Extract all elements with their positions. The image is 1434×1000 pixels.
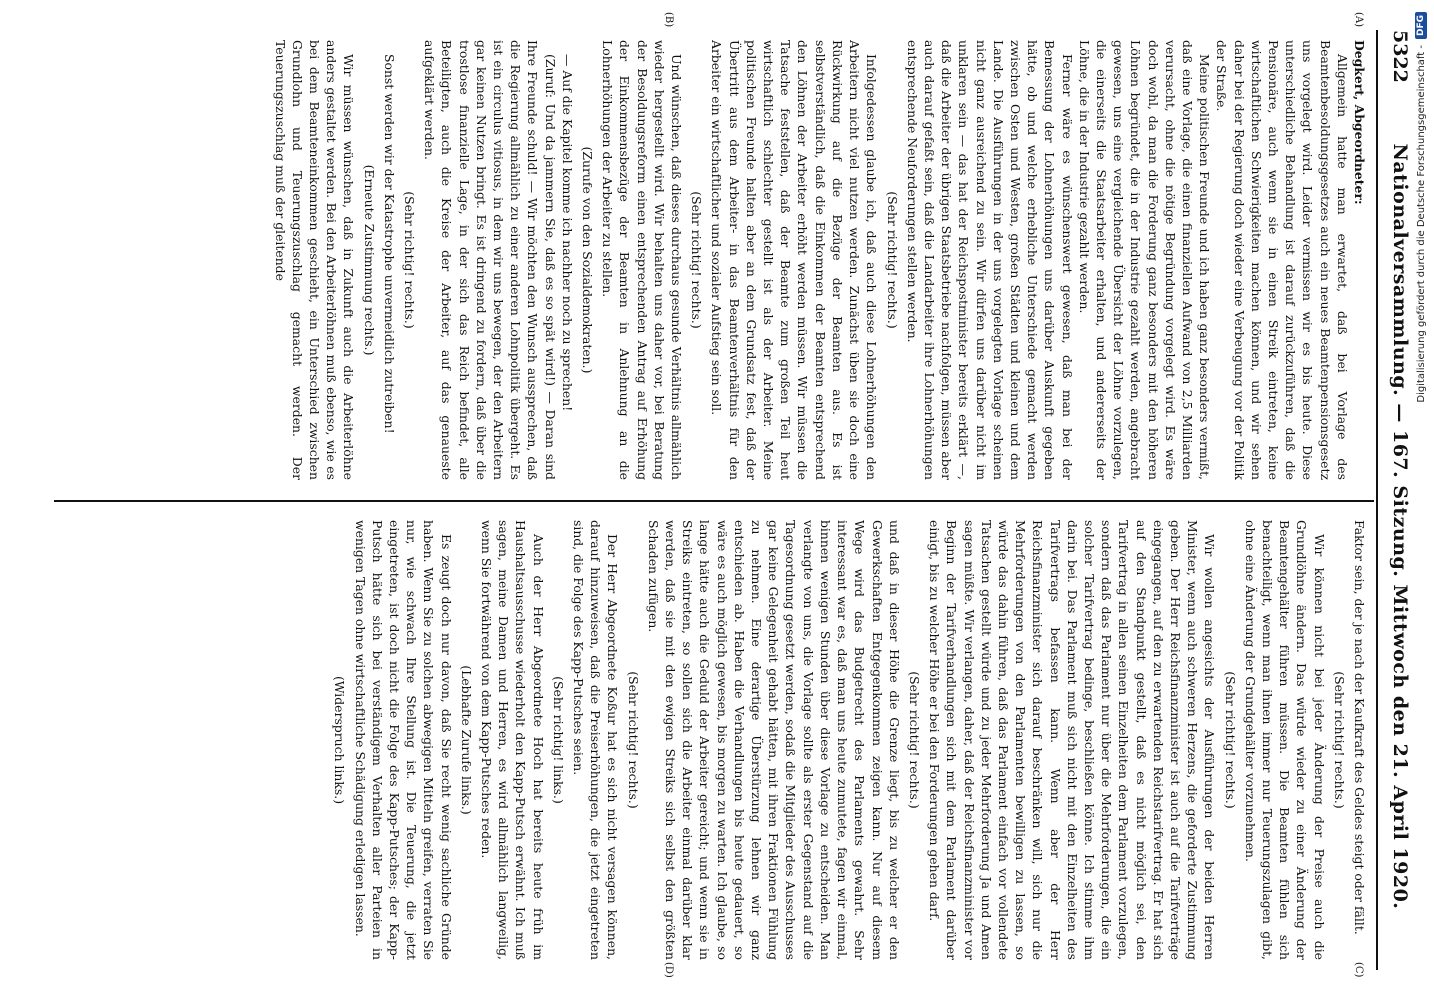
right-column <box>58 520 1368 960</box>
paragraph: Es zeugt doch nur davon, daß Sie recht wenig sachliche Gründe haben. Wenn Sie zu solchen abwegigen Mitteln greifen, verraten Sie nur, wie schwach Ihre Stellung ist. Die Teuerung, die jetzt eingetreten, ist doch nicht die Folge des Kapp-Putsches; der Kapp-Putsch hätte sich bei verständigem Verhalten aller Parteien in wenigen Tagen ohne wirtschaftliche Schädigung erledigen lassen. <box>352 520 454 960</box>
interjection: (Sehr richtig! rechts.) <box>906 671 922 809</box>
speaker-name <box>1351 40 1368 480</box>
interjection: (Sehr richtig! rechts.) <box>689 191 705 329</box>
left-column <box>58 40 1368 480</box>
paragraph: Und wünschen, daß dieses durchaus gesunde Verhältnis allmählich wieder hergestellt wird. Wir behalten uns daher vor, bei Beratung der Besoldungsreform einen entsprechenden Antrag auf Erhöhung der Einkommensbezüge der Beamten in Anlehnung an die Lohnerhöhungen der Arbeiter zu stellen. <box>600 40 685 480</box>
paragraph: — Auf die Kapitel komme ich nachher noch zu sprechen! <box>559 54 575 412</box>
paragraph: Wir müssen wünschen, daß in Zukunft auch die Arbeiterlöhne anders gestaltet werden. Bei den Arbeiterlöhnen muß ebenso, wie es bei dem Beamteneinkommen geschieht, ein Unterschied zwischen Grundlohn und Teuerungszuschlag gemacht werden. Der Teuerungszuschlag muß der gleitende <box>272 40 357 480</box>
paragraph: Wir können nicht bei jeder Änderung der Preise auch die Grundlöhne ändern. Das würde wieder zu einer Änderung der Beamtengehälter führen müssen. Die Beamten fühlen sich benachteiligt, wenn man ihnen immer nur Teuerungszulagen gibt, ohne eine Änderung der Grundgehälter vorzunehmen. <box>1242 520 1327 960</box>
interjection: (Zurufe von den Sozialdemokraten.) <box>580 146 596 374</box>
paragraph: Infolgedessen glaube ich, daß auch diese Lohnerhöhungen den Arbeitern nicht viel nutzen werden. Zunächst üben sie doch eine Rückwirkung auf die Bezüge der Beamten aus. Es ist selbstverständlich, daß die Einkommen der Beamten entsprechend den Löhnen der Arbeiter erhöht werden müssen. Wir müssen die Tatsache feststellen, daß der Beamte zum großen Teil heut wirtschaftlich schlechter gestellt ist als der Arbeiter. Meine politischen Freunde halten aber an dem Grundsatz fest, daß der Übertritt aus dem Arbeiter- in das Beamtenverhältnis für den Arbeiter ein wirtschaftlicher und sozialer Aufstieg sein soll. <box>709 40 880 480</box>
interjection: (Sehr richtig! rechts.) <box>402 191 418 329</box>
dfg-logo-icon: DFG <box>1415 12 1427 39</box>
paragraph: Auch der Herr Abgeordnete Hoch hat bereits heute früh im Haushaltsausschusse wiederholt den Kapp-Putsch erwähnt. Ich muß sagen, meine Damen und Herren, es wird allmählich langweilig, wenn Sie fortwährend von dem Kapp-Putsches reden. <box>479 520 546 960</box>
interjection: (Sehr richtig! links.) <box>550 676 566 804</box>
paragraph: Ferner wäre es wünschenswert gewesen, daß man bei der Bemessung der Lohnerhöhungen uns darüber Auskunft gegeben hätte, ob und welche erhebliche Unterschiede gemacht werden zwischen Osten und Westen, großen Städten und kleinen und dem Lande. Die Ausführungen in der uns vorgelegten Vorlage scheinen nicht ganz ausreichend zu sein. Wir dürfen uns darüber nicht im unklaren sein — das hat der Reichspostminister bereits erklärt —, daß die Arbeiter der übrigen Staatsbetriebe nachfolgen, müssen aber auch darauf gefaßt sein, daß die Landarbeiter ihre Lohnerhöhungen entsprechende Neuforderungen stellen werden. <box>904 40 1075 480</box>
paragraph: Sonst werden wir der Katastrophe unvermeidlich zutreiben! <box>381 54 397 434</box>
margin-letter-c: (C) <box>1353 962 1364 978</box>
interjection: (Lebhafte Zurufe links.) <box>458 665 474 815</box>
column-divider <box>54 500 1374 502</box>
credit-text: Digitalisierung gefördert durch die Deutsche Forschungsgemeinschaft - <box>1415 45 1427 403</box>
interjection: (Sehr richtig! rechts.) <box>884 191 900 329</box>
digitization-credit <box>1412 0 1430 1000</box>
paragraph: Faktor sein, der je nach der Kaufkraft des Geldes steigt oder fällt. <box>1352 520 1367 935</box>
paragraph: und daß in dieser Höhe die Grenze liegt, bis zu welcher er den Gewerkschaften Entgegenkommen zeigen kann. Nur auf diesem Wege wird das Budgetrecht des Parlaments gewahrt. Sehr interessant war es, daß man uns heute zumutete, fagen wir einmal, binnen wenigen Stunden über diese Vorlage zu entscheiden. Man verlangte von uns, die Vorlage sollte als erster Gegenstand auf die Tagesordnung gesetzt werden, sodaß die Mitglieder des Ausschusses gar keine Gelegenheit gehabt hätten, mit ihren Fraktionen Fühlung zu nehmen. Eine derartige Überstürzung lehnen wir ganz entschieden ab. Haben die Verhandlungen bis heute gedauert, so wäre es auch möglich gewesen, bis morgen zu warten. Ich glaube, so lange hätte auch die Geduld der Arbeiter gereicht; und wenn sie in Streiks eintreten, so sollen sich die Arbeiter einmal darüber klar werden, daß sie mit den ewigen Streiks sich selbst den größten Schaden zufügen. <box>645 520 902 960</box>
speaker-label: Degkert, Abgeordneter: <box>1352 40 1367 205</box>
interjection: (Sehr richtig! rechts.) <box>1222 671 1238 809</box>
interjection: (Erneute Zustimmung rechts.) <box>361 164 377 356</box>
page-content <box>34 0 1434 1000</box>
interjection: (Sehr richtig! rechts.) <box>1331 671 1347 809</box>
paragraph: Meine politischen Freunde und ich haben ganz besonders vermißt, daß eine Vorlage, die einen finanziellen Aufwand von 2,5 Milliarden verursacht, ohne die nötige Begründung vorgelegt wird. Es wäre doch wohl, da man die Forderung ganz besonders mit den höheren Löhnen begründet, die in der Industrie gezahlt werden, angebracht gewesen, uns eine vergleichende Übersicht der Löhne vorzulegen, die einerseits die Staatsarbeiter erhalten, und andererseits der Löhne, die in der Industrie gezahlt werden. <box>1076 40 1213 480</box>
interjection: (Widerspruch links.) <box>332 675 348 805</box>
margin-letter-a: (A) <box>1353 12 1364 28</box>
paragraph: Allgemein hatte man erwartet, daß bei Vorlage des Beamtenbesoldungsgesetzes auch ein neues Beamtenpensionsgesetz uns vorgelegt wird. Leider vermissen wir es bis heute. Diese unterschiedliche Behandlung ist darauf zurückzuführen, daß die Pensionäre, auch wenn sie in einen Streik eintreten, keine wirtschaftlichen Schwierigkeiten machen können, und wir sehen daher bei der Regierung doch wieder eine Verbeugung vor der Politik der Straße. <box>1214 40 1350 480</box>
page-number: 5322 <box>1389 30 1411 83</box>
interjection: (Sehr richtig! rechts.) <box>625 671 641 809</box>
paragraph: Der Herr Abgeordnete Koßur hat es sich nicht versagen können, darauf hinzuweisen, daß die Preiserhöhungen, die jetzt eingetreten sind, die Folge des Kapp-Putsches seien. <box>571 520 621 960</box>
header-rule <box>1376 30 1378 970</box>
paragraph: (Zuruf: Und da jammern Sie, daß es so spät wird!) — Daran sind Ihre Freunde schuld! — Wir möchten den Wunsch aussprechen, daß die Regierung allmählich zu einer anderen Lohnpolitik übergeht. Es ist ein circulus vitiosus, in dem wir uns bewegen, der den Arbeitern gar keinen Nutzen bringt. Es ist dringend zu fordern, daß über die trostlose finanzielle Lage, in der sich das Reich befindet, alle Beteiligten, auch die Kreise der Arbeiter, auf das genaueste aufgeklärt werden. <box>422 40 558 480</box>
margin-letter-d: (D) <box>663 962 674 978</box>
margin-letter-b: (B) <box>663 12 674 28</box>
paragraph: Wir wollen angesichts der Ausführungen der beiden Herren Minister, wenn auch schweren Herzens, die geforderte Zustimmung geben. Der Herr Reichsfinanzminister ist auch auf die Tarifverträge eingegangen, auf den zu erwartenden Reichstarifvertrag. Er hat sich auf den Standpunkt gestellt, daß es nicht möglich sei, den Tarifvertrag in allen seinen Einzelheiten dem Parlament vorzulegen, sondern daß das Parlament nur über die Mehrforderungen, die ein solcher Tarifvertrag bedinge, beschließen könne. Ich stimme ihm darin bei. Das Parlament muß sich nicht mit den Einzelheiten des Tarifvertrags befassen kann. Wenn aber der Herr Reichsfinanzminister sich darauf beschränken will, sich nur die Mehrforderungen von den Parlamenten bewilligen zu lassen, so würde das dahin führen, daß das Parlament einfach vor vollendete Tatsachen gestellt würde und zu jeder Mehrforderung Ja und Amen sagen müßte. Wir verlangen, daher, daß der Reichsfinanzminister vor Beginn der Tarifverhandlungen sich mit dem Parlament darüber einigt, bis zu welcher Höhe er bei den Forderungen gehen darf. <box>927 520 1218 960</box>
page-title: Nationalversammlung. — 167. Sitzung. Mittwoch den 21. April 1920. <box>1389 143 1411 910</box>
